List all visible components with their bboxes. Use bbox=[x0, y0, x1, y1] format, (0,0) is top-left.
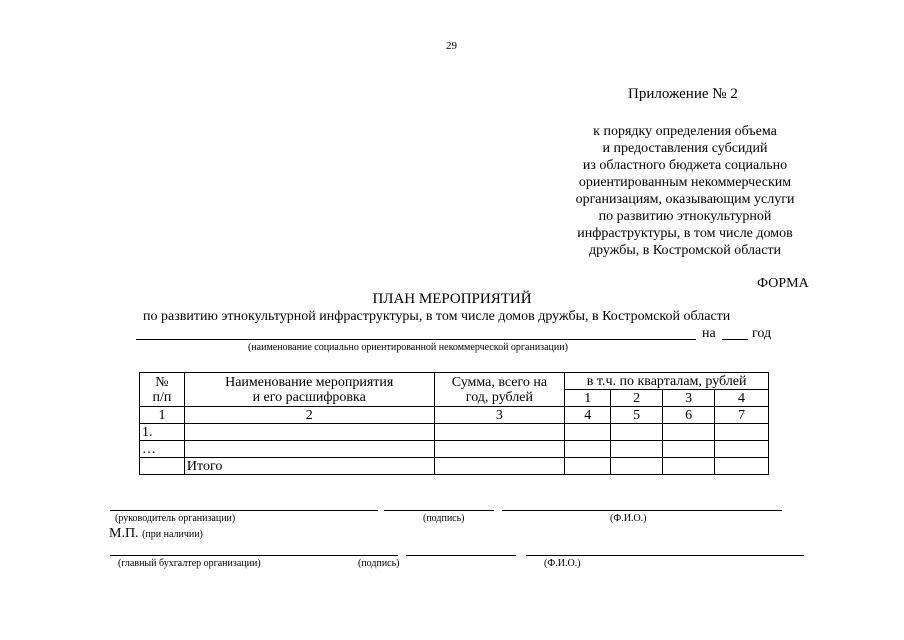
header-num-line: № bbox=[155, 374, 169, 390]
organization-caption: (наименование социально ориентированной некоммерческой организации) bbox=[248, 342, 568, 353]
header-num-line: п/п bbox=[152, 389, 172, 405]
appendix-line: организациям, оказывающим услуги bbox=[575, 192, 795, 207]
organization-name-line bbox=[136, 339, 696, 340]
appendix-line: дружбы, в Костромской области bbox=[588, 243, 782, 258]
accountant-signature-caption: (подпись) bbox=[358, 558, 400, 569]
head-role-line bbox=[110, 510, 378, 511]
table-cell bbox=[715, 441, 769, 458]
table-cell bbox=[434, 424, 565, 441]
table-cell bbox=[565, 458, 611, 475]
year-prefix: на bbox=[702, 326, 716, 341]
plan-table bbox=[139, 372, 769, 475]
table-cell bbox=[663, 458, 715, 475]
appendix-line: инфраструктуры, в том числе домов bbox=[577, 226, 793, 241]
index-cell: 4 bbox=[565, 407, 611, 424]
table-cell bbox=[715, 458, 769, 475]
table-cell: … bbox=[140, 441, 185, 458]
header-num bbox=[140, 373, 185, 407]
table-header-row bbox=[140, 373, 769, 390]
appendix-line: по развитию этнокультурной bbox=[598, 209, 772, 224]
accountant-role-caption: (главный бухгалтер организации) bbox=[118, 558, 261, 569]
header-quarter: 1 bbox=[565, 390, 611, 407]
table-index-row bbox=[140, 407, 769, 424]
table-cell bbox=[611, 424, 663, 441]
header-sum bbox=[434, 373, 565, 407]
total-label: Итого bbox=[184, 458, 434, 475]
appendix-line: и предоставления субсидий bbox=[602, 141, 768, 156]
page-number: 29 bbox=[446, 40, 457, 52]
index-cell: 5 bbox=[611, 407, 663, 424]
header-quarter: 3 bbox=[663, 390, 715, 407]
header-name-line: Наименование мероприятия bbox=[225, 374, 394, 390]
accountant-fio-line bbox=[526, 555, 804, 556]
table-cell bbox=[184, 441, 434, 458]
table-cell bbox=[663, 441, 715, 458]
forma-label: ФОРМА bbox=[757, 276, 809, 291]
header-quarter: 2 bbox=[611, 390, 663, 407]
table-cell bbox=[184, 424, 434, 441]
table-cell bbox=[611, 458, 663, 475]
year-blank-line bbox=[722, 339, 748, 340]
header-sum-line: год, рублей bbox=[465, 389, 534, 405]
table-cell: 1. bbox=[140, 424, 185, 441]
head-signature-line bbox=[384, 510, 494, 511]
head-signature-caption: (подпись) bbox=[423, 513, 465, 524]
index-cell: 6 bbox=[663, 407, 715, 424]
header-sum-line: Сумма, всего на bbox=[451, 374, 548, 390]
table-cell bbox=[611, 441, 663, 458]
table-cell bbox=[434, 441, 565, 458]
table-cell bbox=[565, 424, 611, 441]
head-fio-caption: (Ф.И.О.) bbox=[610, 513, 647, 524]
table-cell bbox=[140, 458, 185, 475]
head-fio-line bbox=[502, 510, 782, 511]
table-row-total bbox=[140, 458, 769, 475]
accountant-role-line bbox=[110, 555, 398, 556]
table-cell bbox=[715, 424, 769, 441]
header-name-line: и его расшифровка bbox=[252, 389, 366, 405]
accountant-signature-line bbox=[406, 555, 516, 556]
index-cell: 3 bbox=[434, 407, 565, 424]
table-cell bbox=[663, 424, 715, 441]
appendix-title: Приложение № 2 bbox=[628, 86, 738, 102]
plan-subtitle: по развитию этнокультурной инфраструктуры, в том числе домов дружбы, в Костромской области bbox=[143, 309, 731, 324]
plan-title: ПЛАН МЕРОПРИЯТИЙ bbox=[372, 291, 532, 307]
accountant-fio-caption: (Ф.И.О.) bbox=[544, 558, 581, 569]
header-quarter: 4 bbox=[715, 390, 769, 407]
head-role-caption: (руководитель организации) bbox=[115, 513, 236, 524]
year-suffix: год bbox=[752, 326, 772, 341]
table-cell bbox=[565, 441, 611, 458]
table-row bbox=[140, 441, 769, 458]
header-quarters: в т.ч. по кварталам, рублей bbox=[565, 373, 769, 390]
appendix-line: из областного бюджета социально bbox=[582, 158, 788, 173]
appendix-line: ориентированным некоммерческим bbox=[578, 175, 792, 190]
appendix-line: к порядку определения объема bbox=[593, 124, 777, 139]
index-cell: 1 bbox=[140, 407, 185, 424]
table-cell bbox=[434, 458, 565, 475]
stamp-place bbox=[109, 526, 203, 542]
table-row bbox=[140, 424, 769, 441]
index-cell: 2 bbox=[184, 407, 434, 424]
stamp-label: М.П. bbox=[109, 526, 139, 541]
appendix-subtitle bbox=[560, 123, 810, 259]
stamp-note: (при наличии) bbox=[142, 529, 203, 540]
index-cell: 7 bbox=[715, 407, 769, 424]
header-name bbox=[184, 373, 434, 407]
